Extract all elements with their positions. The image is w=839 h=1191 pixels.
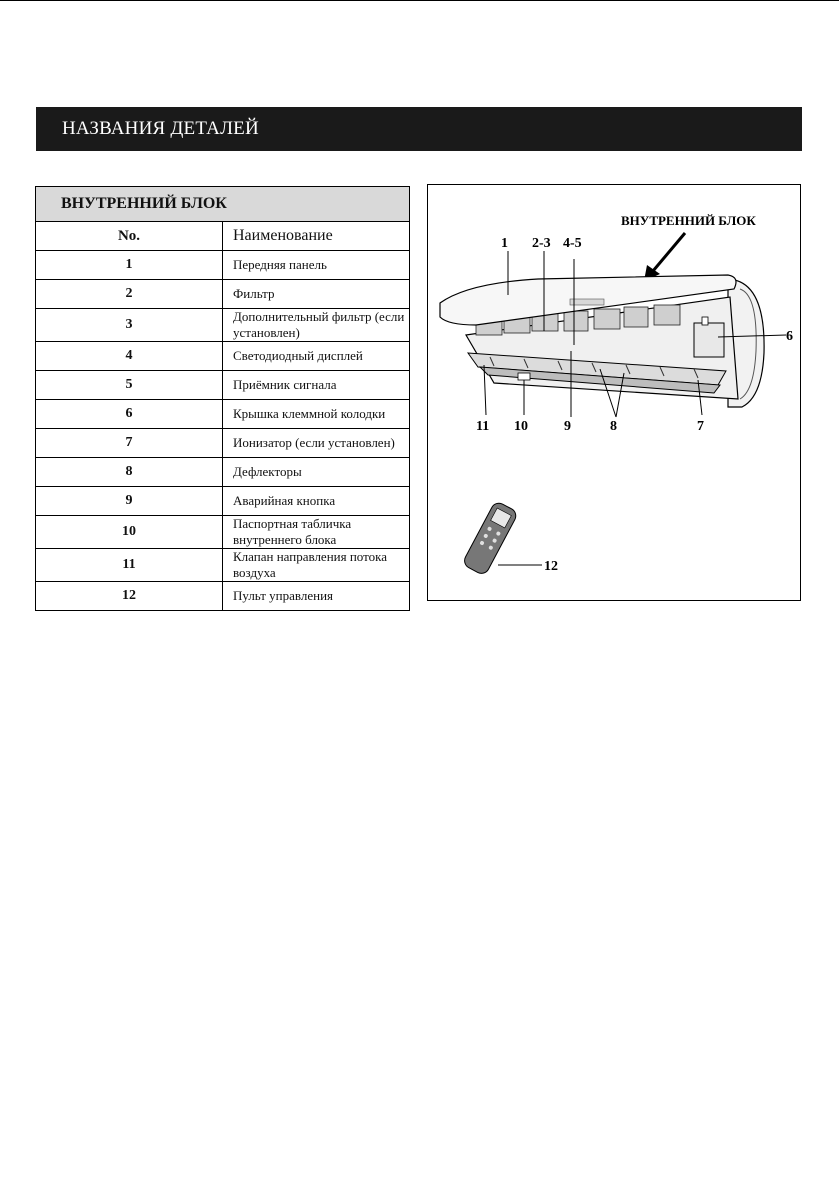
callout-6: 6 (786, 329, 793, 344)
top-rule (0, 0, 839, 1)
callout-1: 1 (501, 236, 508, 251)
callout-9: 9 (564, 419, 571, 434)
row-name: Дефлекторы (223, 458, 410, 487)
table-caption: ВНУТРЕННИЙ БЛОК (36, 187, 410, 222)
table-row (36, 342, 410, 371)
callout-4-5: 4-5 (563, 236, 582, 251)
callout-2-3: 2-3 (532, 236, 551, 251)
table-row (36, 487, 410, 516)
table-row (36, 400, 410, 429)
filter-panel (624, 307, 648, 327)
indoor-unit-drawing (428, 185, 800, 600)
rating-plate (518, 373, 530, 380)
pointer-arrow-line (653, 233, 685, 271)
figure-title: ВНУТРЕННИЙ БЛОК (621, 213, 756, 228)
row-name: Фильтр (223, 280, 410, 309)
row-name: Пульт управления (223, 582, 410, 611)
table-row (36, 371, 410, 400)
row-no: 12 (36, 582, 223, 611)
indoor-unit-figure (427, 184, 801, 601)
table-row (36, 458, 410, 487)
row-no: 3 (36, 309, 223, 342)
table-row (36, 280, 410, 309)
terminal-clip (702, 317, 708, 325)
row-name: Паспортная табличка внутреннего блока (223, 516, 410, 549)
row-name: Передняя панель (223, 251, 410, 280)
callout-10: 10 (514, 419, 528, 434)
table-row (36, 516, 410, 549)
row-no: 2 (36, 280, 223, 309)
filter-panel (654, 305, 680, 325)
row-name: Ионизатор (если установлен) (223, 429, 410, 458)
row-no: 6 (36, 400, 223, 429)
table-caption-row (36, 187, 410, 222)
row-name: Крышка клеммной колодки (223, 400, 410, 429)
row-no: 8 (36, 458, 223, 487)
filter-panel (594, 309, 620, 329)
row-no: 11 (36, 549, 223, 582)
callout-12: 12 (544, 559, 558, 574)
filter-panel (564, 311, 588, 331)
header-no: No. (36, 222, 223, 251)
table-row (36, 251, 410, 280)
row-no: 1 (36, 251, 223, 280)
panel-display-window (570, 299, 604, 305)
row-name: Приёмник сигнала (223, 371, 410, 400)
row-no: 5 (36, 371, 223, 400)
callout-11: 11 (476, 419, 490, 434)
table-row (36, 309, 410, 342)
terminal-cover (694, 323, 724, 357)
row-name: Светодиодный дисплей (223, 342, 410, 371)
callout-8: 8 (610, 419, 617, 434)
row-name: Клапан направления потока воздуха (223, 549, 410, 582)
row-name: Аварийная кнопка (223, 487, 410, 516)
callout-7: 7 (697, 419, 704, 434)
table-row (36, 549, 410, 582)
section-title: НАЗВАНИЯ ДЕТАЛЕЙ (36, 107, 802, 151)
row-no: 9 (36, 487, 223, 516)
row-no: 7 (36, 429, 223, 458)
table-header-row (36, 222, 410, 251)
parts-table (35, 186, 410, 611)
row-no: 10 (36, 516, 223, 549)
row-name: Дополнительный фильтр (если установлен) (223, 309, 410, 342)
header-name: Наименование (223, 222, 410, 251)
row-no: 4 (36, 342, 223, 371)
table-row (36, 582, 410, 611)
table-row (36, 429, 410, 458)
